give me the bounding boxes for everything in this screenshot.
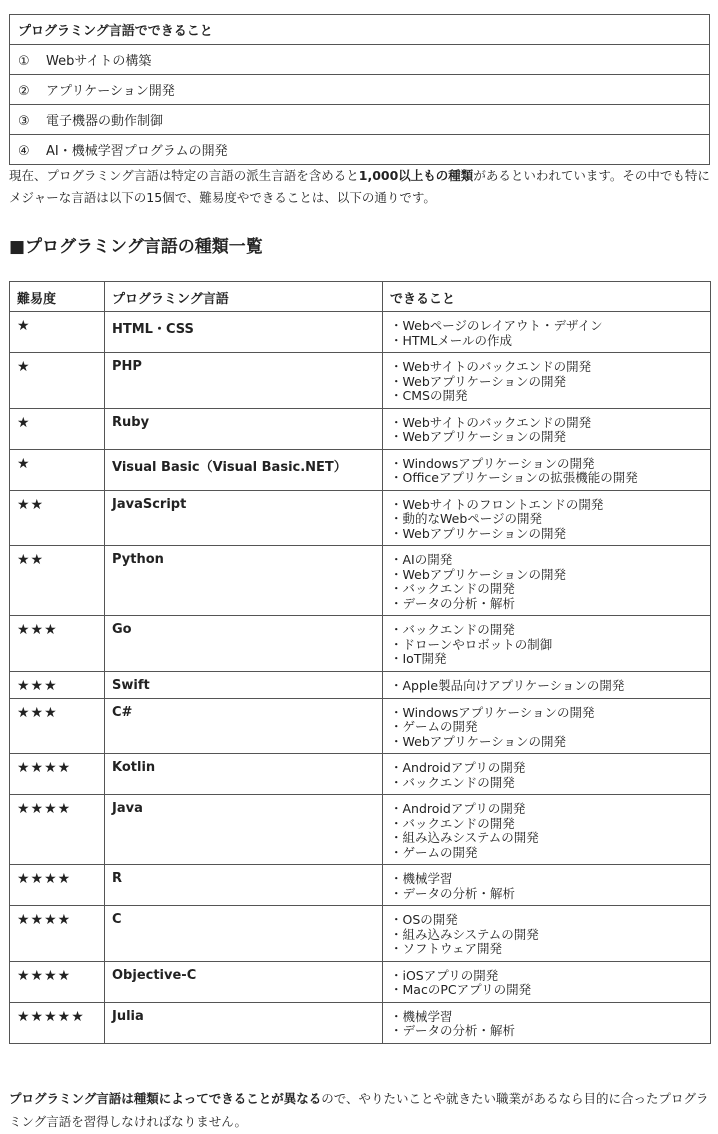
table-row [10, 1002, 711, 1043]
ability-item: ・ゲームの開発 [390, 844, 478, 860]
ability-item: ・IoT開発 [390, 651, 447, 666]
language-name: Java [105, 795, 383, 865]
ability-item: ・Webアプリケーションの開発 [390, 566, 567, 582]
difficulty-stars: ★★★ [10, 671, 105, 698]
ability-item: ・データの分析・解析 [390, 595, 516, 611]
ability-item: ・バックエンドの開発 [390, 581, 515, 596]
abilities-cell [383, 490, 711, 546]
ability-item: ・iOSアプリの開発 [390, 967, 499, 983]
abilities-cell [383, 449, 711, 490]
table-row [10, 754, 711, 795]
table-row [10, 312, 711, 353]
ability-item: ・AIの開発 [390, 552, 453, 567]
abilities-cell [383, 353, 711, 409]
header-language: プログラミング言語 [105, 282, 383, 312]
difficulty-stars: ★★★ [10, 616, 105, 672]
ability-item: ・データの分析・解析 [390, 1023, 516, 1038]
ability-item: ・組み込みシステムの開発 [390, 830, 539, 845]
table-header-row [10, 282, 711, 312]
difficulty-stars: ★★★★ [10, 906, 105, 962]
abilities-cell [383, 1002, 711, 1043]
abilities-cell [383, 754, 711, 795]
ability-item: ・Webアプリケーションの開発 [390, 373, 567, 389]
language-name: Julia [105, 1002, 383, 1043]
ability-item: ・Webアプリケーションの開発 [390, 429, 567, 444]
ability-item: ・Apple製品向けアプリケーションの開発 [390, 677, 625, 693]
language-name: R [105, 865, 383, 906]
difficulty-stars: ★ [10, 408, 105, 449]
difficulty-stars: ★★★★ [10, 754, 105, 795]
abilities-cell [383, 961, 711, 1002]
abilities-cell [383, 795, 711, 865]
difficulty-stars: ★★★★ [10, 865, 105, 906]
table-row [10, 698, 711, 754]
abilities-cell [383, 312, 711, 353]
abilities-cell [383, 865, 711, 906]
ability-item: ・機械学習 [390, 871, 453, 886]
table-row [10, 408, 711, 449]
ability-item: ・HTMLメールの作成 [390, 332, 513, 348]
ability-item: ・Webサイトのバックエンドの開発 [390, 359, 592, 374]
ability-item: ・ゲームの開発 [390, 719, 478, 734]
language-name: Go [105, 616, 383, 672]
ability-item: ・Windowsアプリケーションの開発 [390, 455, 595, 471]
table-row [10, 449, 711, 490]
ability-item: ・ソフトウェア開発 [390, 941, 503, 956]
abilities-cell [383, 546, 711, 616]
ability-item: ・Androidアプリの開発 [390, 801, 526, 816]
table-row [10, 616, 711, 672]
ability-item: ・データの分析・解析 [390, 885, 516, 901]
ability-item: ・バックエンドの開発 [390, 774, 515, 790]
difficulty-stars: ★ [10, 449, 105, 490]
language-name: Objective-C [105, 961, 383, 1002]
difficulty-stars: ★★★ [10, 698, 105, 754]
language-name: JavaScript [105, 490, 383, 546]
ability-item: ・MacのPCアプリの開発 [390, 982, 532, 997]
box-item: ① Webサイトの構築 [10, 45, 710, 75]
difficulty-stars: ★★★★ [10, 961, 105, 1002]
language-name: C [105, 906, 383, 962]
table-row [10, 961, 711, 1002]
language-name: Swift [105, 671, 383, 698]
difficulty-stars: ★ [10, 353, 105, 409]
ability-item: ・Webアプリケーションの開発 [390, 525, 567, 541]
table-row [10, 353, 711, 409]
box-item: ④ AI・機械学習プログラムの開発 [10, 135, 710, 165]
abilities-cell [383, 408, 711, 449]
table-row [10, 906, 711, 962]
language-name: HTML・CSS [105, 312, 383, 353]
ability-item: ・動的なWebページの開発 [390, 511, 543, 526]
ability-item: ・Webサイトのフロントエンドの開発 [390, 496, 604, 512]
box-item: ② アプリケーション開発 [10, 75, 710, 105]
capabilities-box [9, 14, 710, 165]
language-name: Visual Basic（Visual Basic.NET） [105, 449, 383, 490]
table-row [10, 795, 711, 865]
header-abilities: できること [383, 282, 711, 312]
difficulty-stars: ★★ [10, 490, 105, 546]
ability-item: ・ドローンやロボットの制御 [390, 636, 553, 652]
header-difficulty: 難易度 [10, 282, 105, 312]
language-name: Ruby [105, 408, 383, 449]
difficulty-stars: ★★ [10, 546, 105, 616]
ability-item: ・CMSの開発 [390, 388, 468, 403]
languages-table [9, 281, 711, 1044]
language-name: C# [105, 698, 383, 754]
abilities-cell [383, 698, 711, 754]
ability-item: ・Officeアプリケーションの拡張機能の開発 [390, 470, 638, 485]
ability-item: ・バックエンドの開発 [390, 815, 515, 831]
ability-item: ・バックエンドの開発 [390, 622, 515, 637]
language-name: PHP [105, 353, 383, 409]
ability-item: ・Webページのレイアウト・デザイン [390, 318, 603, 333]
abilities-cell [383, 616, 711, 672]
language-name: Python [105, 546, 383, 616]
ability-item: ・Webアプリケーションの開発 [390, 733, 567, 749]
ability-item: ・Windowsアプリケーションの開発 [390, 704, 595, 720]
abilities-cell [383, 671, 711, 698]
ability-item: ・機械学習 [390, 1008, 453, 1024]
ability-item: ・OSの開発 [390, 912, 458, 927]
ability-item: ・組み込みシステムの開発 [390, 926, 539, 942]
abilities-cell [383, 906, 711, 962]
table-row [10, 490, 711, 546]
difficulty-stars: ★ [10, 312, 105, 353]
table-row [10, 671, 711, 698]
table-row [10, 546, 711, 616]
box-title: プログラミング言語でできること [10, 15, 710, 45]
table-row [10, 865, 711, 906]
difficulty-stars: ★★★★★ [10, 1002, 105, 1043]
intro-paragraph: 現在、プログラミング言語は特定の言語の派生言語を含めると1,000以上もの種類があるといわれています。その中でも特にメジャーな言語は以下の15個で、難易度やできることは、以下の通りです。 [9, 168, 710, 205]
difficulty-stars: ★★★★ [10, 795, 105, 865]
section-heading: ■プログラミング言語の種類一覧 [9, 237, 263, 257]
ability-item: ・Webサイトのバックエンドの開発 [390, 414, 592, 430]
box-item: ③ 電子機器の動作制御 [10, 105, 710, 135]
language-name: Kotlin [105, 754, 383, 795]
ability-item: ・Androidアプリの開発 [390, 760, 526, 775]
outro-paragraph: プログラミング言語は種類によってできることが異なるので、やりたいことや就きたい職業があるなら目的に合ったプログラミング言語を習得しなければなりません。 [9, 1091, 709, 1129]
